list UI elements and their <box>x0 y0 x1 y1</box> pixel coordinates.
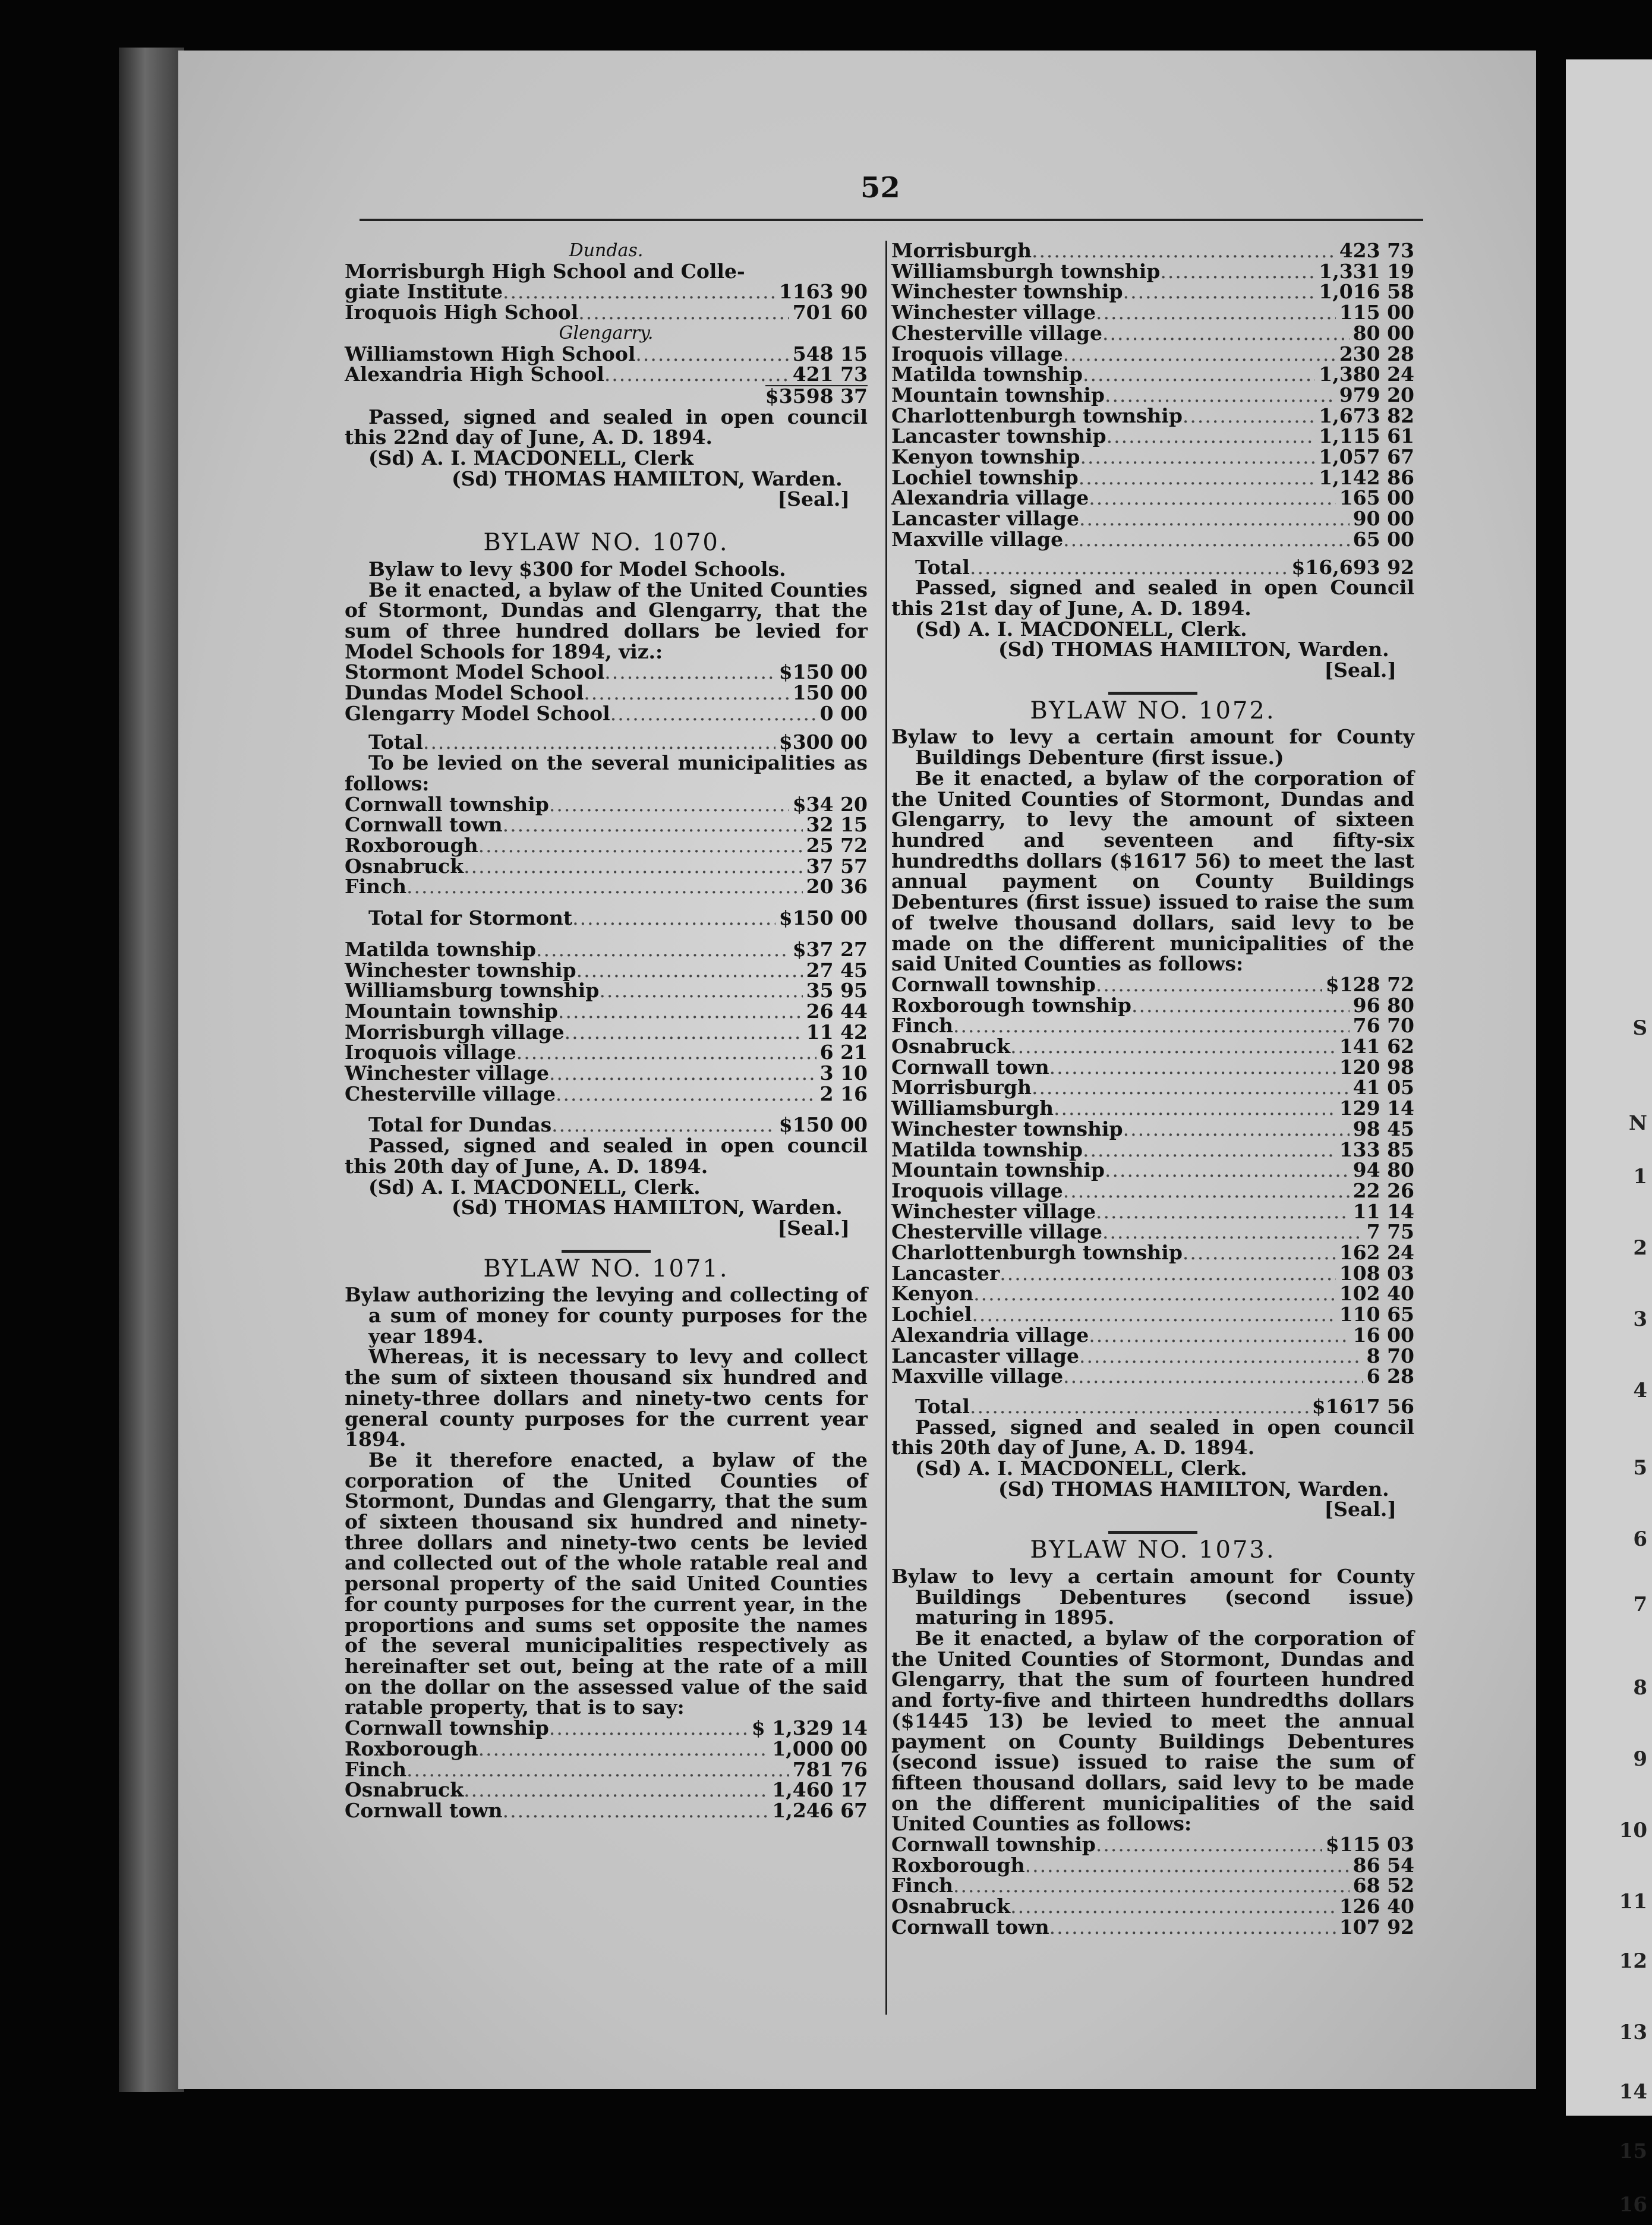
ledger-amount: 37 57 <box>806 854 868 878</box>
dundas-municipal-list <box>345 937 868 1105</box>
ledger-row <box>345 701 868 725</box>
seal-mark: [Seal.] <box>1324 1498 1396 1521</box>
ledger-row <box>891 1917 1414 1938</box>
ledger-amount: 1,142 86 <box>1319 465 1414 489</box>
ledger-name: Morrisburgh village <box>345 1020 565 1044</box>
ledger-name: Iroquois village <box>345 1041 516 1064</box>
ledger-row <box>891 1222 1414 1243</box>
ledger-row <box>345 792 868 816</box>
ledger-row <box>891 1896 1414 1917</box>
ledger-row <box>345 1022 868 1043</box>
ledger-row <box>345 1001 868 1022</box>
ledger-amount: 25 72 <box>806 833 868 857</box>
clerk-signature: (Sd) A. I. MACDONELL, Clerk. <box>368 1175 701 1199</box>
ledger-amount: 1,115 61 <box>1319 424 1414 448</box>
levied-text: To be levied on the several municipalities as follows: <box>345 751 868 795</box>
ledger-row <box>345 302 868 323</box>
ledger-amount: 76 70 <box>1353 1014 1414 1038</box>
ledger-name: Roxborough township <box>891 993 1131 1017</box>
ledger-row <box>891 1098 1414 1119</box>
ledger-row <box>345 1718 868 1739</box>
total-value: $1617 56 <box>1311 1394 1414 1418</box>
ledger-row <box>891 1304 1414 1325</box>
ledger-amount: 162 24 <box>1339 1241 1414 1265</box>
warden-signature: (Sd) THOMAS HAMILTON, Warden. <box>998 638 1389 661</box>
ledger-amount: 0 00 <box>819 701 868 725</box>
bylaw-1073-text: Be it enacted, a bylaw of the corporation of the United Counties of Stormont, Dundas and Glengarry, that the sum of fourteen hundred and forty-five and thirteen hundredths dollars ($1445 13) be levied to meet the annual payment on County Buildings Debentures (second issue) issued to raise the sum of fifteen thousand dollars, said levy to be made on the different municipalities of the said United Counties as follows: <box>891 1627 1414 1836</box>
ledger-row <box>891 447 1414 468</box>
ledger-amount: 110 65 <box>1339 1303 1414 1326</box>
ledger-row <box>891 302 1414 323</box>
passed-text: Passed, signed and sealed in open council this 20th day of June, A. D. 1894. <box>345 1134 868 1178</box>
ledger-name: Osnabruck <box>891 1895 1011 1918</box>
ledger-amount: 1,000 00 <box>772 1736 868 1760</box>
ledger-row <box>891 1137 1414 1161</box>
seal-mark: [Seal.] <box>777 1216 850 1240</box>
ledger-name: Alexandria village <box>891 1323 1089 1347</box>
ledger-row <box>891 465 1414 489</box>
facing-page-fragment: 2 <box>1633 1236 1647 1260</box>
facing-page-fragment: 4 <box>1633 1379 1647 1403</box>
ledger-amount: $34 20 <box>792 792 868 816</box>
ledger-row <box>345 344 868 365</box>
ledger-row <box>345 683 868 704</box>
right-column <box>891 241 1414 1938</box>
ledger-name: Iroquois village <box>891 1178 1063 1202</box>
ledger-name: Mountain township <box>891 383 1105 406</box>
ledger-amount: 115 00 <box>1339 301 1414 324</box>
ledger-amount: 1,673 82 <box>1319 404 1414 427</box>
ledger-amount: 102 40 <box>1339 1282 1414 1306</box>
ledger-amount: 8 70 <box>1366 1344 1414 1367</box>
ledger-name: Alexandria village <box>891 486 1089 510</box>
facing-page-fragment: 10 <box>1619 1819 1647 1842</box>
ledger-amount: 979 20 <box>1339 383 1414 406</box>
bylaw-1070-title: BYLAW NO. 1070. <box>483 529 729 557</box>
ledger-name: Roxborough <box>345 833 478 857</box>
ledger-name: Osnabruck <box>891 1035 1011 1058</box>
ledger-name: Kenyon township <box>891 445 1080 469</box>
ledger-row <box>345 877 868 897</box>
bylaw-1073-subtitle: Bylaw to levy a certain amount for County Buildings Debentures (second issue) maturing in 1895. <box>891 1564 1414 1630</box>
ledger-name: Lancaster village <box>891 507 1079 531</box>
ledger-row <box>891 426 1414 447</box>
left-column <box>345 241 868 1821</box>
ledger-amount: 230 28 <box>1339 342 1414 365</box>
ledger-name: Glengarry Model School <box>345 701 610 725</box>
ledger-amount: 32 15 <box>806 813 868 837</box>
ledger-row <box>345 1042 868 1063</box>
bylaw-1070-subtitle: Bylaw to levy $300 for Model Schools. <box>368 557 786 581</box>
ledger-name: Maxville village <box>891 527 1064 551</box>
ledger-name: Lochiel township <box>891 465 1079 489</box>
ledger-name: Matilda township <box>345 937 537 961</box>
ledger-amount: 107 92 <box>1339 1915 1414 1939</box>
facing-page-fragment: 15 <box>1619 2139 1647 2163</box>
ledger-name: Chesterville village <box>891 321 1102 345</box>
ledger-row <box>891 1366 1414 1387</box>
total-value: $16,693 92 <box>1291 555 1414 579</box>
ledger-amount: 26 44 <box>806 999 868 1023</box>
column-divider <box>885 241 887 2015</box>
ledger-row <box>891 1016 1414 1036</box>
ledger-amount: 129 14 <box>1339 1096 1414 1120</box>
ledger-amount: 548 15 <box>792 342 868 365</box>
bylaw-1073-title: BYLAW NO. 1073. <box>1030 1536 1276 1564</box>
debenture1-list <box>891 972 1414 1388</box>
ledger-amount: $ 1,329 14 <box>751 1716 868 1740</box>
ledger-row <box>345 815 868 836</box>
ledger-row <box>345 1757 868 1781</box>
clerk-signature: (Sd) A. I. MACDONELL, Clerk. <box>915 617 1247 641</box>
ledger-row <box>891 1243 1414 1263</box>
ledger-row <box>345 1084 868 1105</box>
ledger-name: Williamsburgh <box>891 1096 1054 1120</box>
ledger-amount: 3 10 <box>819 1061 868 1085</box>
ledger-amount: 11 42 <box>806 1020 868 1044</box>
facing-page-fragment: N <box>1628 1111 1647 1135</box>
total-label: Total <box>915 555 970 579</box>
ledger-row <box>345 960 868 981</box>
ledger-name: Osnabruck <box>345 854 464 878</box>
ledger-name: Cornwall township <box>891 1833 1096 1857</box>
ledger-amount: 423 73 <box>1339 239 1414 262</box>
bylaw-1071-text: Be it therefore enacted, a bylaw of the corporation of the United Counties of Stormont, Dundas and Glengarry, that the sum of sixteen thousand six hundred and ninety-three dollars and ninety-two cents be levied and collected out of the whole ratable real and personal property of the said United Counties for county purposes for the current year, in the proportions and sums set opposite the names of the several municipalities respectively as hereinafter set out, being at the rate of a mill on the dollar on the assessed value of the said ratable property, that is to say: <box>345 1448 868 1719</box>
ledger-name: Finch <box>891 1874 954 1898</box>
bylaw-1072-subtitle: Bylaw to levy a certain amount for County Buildings Debenture (first issue.) <box>891 725 1414 770</box>
ledger-row <box>345 1798 868 1822</box>
ledger-amount: 68 52 <box>1353 1874 1414 1898</box>
passed-text: Passed, signed and sealed in open Council this 21st day of June, A. D. 1894. <box>891 576 1414 620</box>
ledger-row <box>345 856 868 877</box>
ledger-row <box>345 1063 868 1084</box>
ledger-row <box>345 981 868 1001</box>
facing-page-fragment: 8 <box>1633 1676 1647 1700</box>
ledger-row <box>891 1855 1414 1876</box>
ledger-name: Winchester village <box>891 1199 1096 1223</box>
ledger-row <box>891 385 1414 406</box>
ledger-amount: $115 03 <box>1325 1833 1414 1857</box>
bylaw-1071-title: BYLAW NO. 1071. <box>483 1255 729 1282</box>
ledger-amount: 98 45 <box>1353 1117 1414 1140</box>
total-value: $300 00 <box>778 730 868 754</box>
dundas-label: Dundas. <box>569 240 644 261</box>
ledger-name: Winchester village <box>345 1061 550 1085</box>
ledger-name: Morrisburgh <box>891 1076 1032 1099</box>
ledger-name: Lancaster village <box>891 1344 1079 1367</box>
clerk-signature: (Sd) A. I. MACDONELL, Clerk. <box>915 1457 1247 1480</box>
ledger-amount: 7 75 <box>1366 1220 1414 1244</box>
county-total-row <box>891 557 1414 578</box>
ledger-name: Charlottenburgh township <box>891 404 1183 427</box>
total-label: Total for Stormont <box>368 906 573 930</box>
warden-signature: (Sd) THOMAS HAMILTON, Warden. <box>452 1196 843 1219</box>
facing-page-fragment: 1 <box>1633 1165 1647 1189</box>
bylaw-1072-text: Be it enacted, a bylaw of the corporation of the United Counties of Stormont, Dundas and Glengarry, to levy the amount of sixteen hundred and seventeen and fifty-six hundredths dollars ($1617 56) to meet the last annual payment on County Buildings Debentures (first issue) issued to raise the sum of twelve thousand dollars, said levy to be made on the different municipalities of the said United Counties as follows: <box>891 766 1414 976</box>
ledger-amount: 165 00 <box>1339 486 1414 510</box>
ledger-row <box>345 833 868 857</box>
ledger-name: Dundas Model School <box>345 681 584 705</box>
ledger-row <box>345 364 868 385</box>
ledger-row <box>891 995 1414 1016</box>
model-total-row <box>345 732 868 753</box>
ledger-name: giate Institute <box>345 280 503 304</box>
ledger-amount: 1,246 67 <box>772 1798 868 1822</box>
ledger-row <box>345 1736 868 1760</box>
ledger-name: Lancaster <box>891 1261 1000 1285</box>
ledger-name: Winchester township <box>891 1117 1123 1140</box>
ledger-name: Matilda township <box>891 363 1083 386</box>
passed-text: Passed, signed and sealed in open council this 20th day of June, A. D. 1894. <box>891 1415 1414 1460</box>
ledger-name: Cornwall town <box>891 1055 1049 1079</box>
ledger-row <box>345 1780 868 1801</box>
ledger-name: Osnabruck <box>345 1778 464 1802</box>
ledger-row <box>891 364 1414 385</box>
bylaw-1071-subtitle: Bylaw authorizing the levying and collecting of a sum of money for county purposes for the year 1894. <box>345 1283 868 1348</box>
warden-signature: (Sd) THOMAS HAMILTON, Warden. <box>998 1477 1389 1501</box>
ledger-name: Finch <box>345 1757 407 1781</box>
total-value: $150 00 <box>778 906 868 930</box>
ledger-name: Matilda township <box>891 1137 1083 1161</box>
passed-text: Passed, signed and sealed in open council this 22nd day of June, A. D. 1894. <box>345 405 868 449</box>
bylaw-1071-whereas: Whereas, it is necessary to levy and collect the sum of sixteen thousand six hundred and ninety-three dollars and ninety-two cents for general county purposes for the current year 1894. <box>345 1345 868 1451</box>
ledger-amount: 27 45 <box>806 958 868 982</box>
page-number: 52 <box>860 171 900 204</box>
header-rule <box>360 219 1423 221</box>
warden-signature: (Sd) THOMAS HAMILTON, Warden. <box>452 467 843 490</box>
ledger-row <box>891 241 1414 261</box>
ledger-name: Morrisburgh High School and Colle- <box>345 259 745 283</box>
ledger-name: Kenyon <box>891 1282 974 1306</box>
ledger-name: Winchester township <box>345 958 576 982</box>
section-rule <box>1108 692 1197 695</box>
ledger-name: Stormont Model School <box>345 660 605 684</box>
clerk-signature: (Sd) A. I. MACDONELL, Clerk <box>368 446 694 470</box>
ledger-amount: 133 85 <box>1339 1137 1414 1161</box>
grand-total-value: $3598 37 <box>765 384 868 408</box>
ledger-name: Chesterville village <box>891 1220 1102 1244</box>
ledger-name: Williamsburg township <box>345 979 600 1003</box>
ledger-amount: 22 26 <box>1353 1178 1414 1202</box>
facing-page-fragment: 3 <box>1633 1307 1647 1331</box>
ledger-amount: 16 00 <box>1353 1323 1414 1347</box>
book-spine <box>119 48 184 2092</box>
ledger-row <box>891 1199 1414 1223</box>
grand-total <box>345 385 868 407</box>
ledger-row <box>345 261 868 282</box>
ledger-name: Mountain township <box>345 999 559 1023</box>
ledger-row <box>345 282 868 302</box>
ledger-amount: 108 03 <box>1339 1261 1414 1285</box>
stormont-total-row <box>345 908 868 929</box>
ledger-name: Cornwall township <box>345 792 549 816</box>
facing-page-fragment: 16 <box>1619 2193 1647 2217</box>
ledger-amount: 1,460 17 <box>772 1778 868 1802</box>
county-levy-list <box>345 1718 868 1821</box>
ledger-name: Mountain township <box>891 1158 1105 1182</box>
ledger-name: Maxville village <box>891 1364 1064 1388</box>
ledger-amount: 96 80 <box>1353 993 1414 1017</box>
ledger-amount: 1,331 19 <box>1319 259 1414 283</box>
ledger-name: Cornwall township <box>891 972 1096 996</box>
ledger-amount: 1,380 24 <box>1319 363 1414 386</box>
section-rule <box>562 1250 651 1253</box>
ledger-amount: 126 40 <box>1339 1895 1414 1918</box>
ledger-row <box>345 937 868 961</box>
ledger-amount: 94 80 <box>1353 1158 1414 1182</box>
total-value: $150 00 <box>778 1113 868 1137</box>
ledger-amount: $37 27 <box>792 937 868 961</box>
ledger-row <box>891 1346 1414 1367</box>
facing-page-fragment: 7 <box>1633 1593 1647 1616</box>
ledger-name: Finch <box>891 1014 954 1038</box>
facing-page-fragment: 12 <box>1619 1949 1647 1973</box>
ledger-name: Iroquois village <box>891 342 1063 365</box>
ledger-name: Winchester village <box>891 301 1096 324</box>
ledger-row <box>891 344 1414 365</box>
facing-page-fragment: 5 <box>1633 1456 1647 1480</box>
ledger-row <box>891 488 1414 509</box>
ledger-amount: 701 60 <box>792 301 868 324</box>
model-schools-list <box>345 662 868 724</box>
ledger-name: Lochiel <box>891 1303 972 1326</box>
ledger-name: Roxborough <box>345 1736 478 1760</box>
facing-page-fragment: 14 <box>1619 2080 1647 2104</box>
ledger-row <box>891 1284 1414 1304</box>
facing-page-edge <box>1566 59 1652 2217</box>
ledger-name: Finch <box>345 875 407 899</box>
seal-mark: [Seal.] <box>777 487 850 511</box>
ledger-amount: 41 05 <box>1353 1076 1414 1099</box>
ledger-amount: 80 00 <box>1353 321 1414 345</box>
ledger-amount: 1,016 58 <box>1319 280 1414 304</box>
dundas-list <box>345 261 868 323</box>
ledger-amount: 11 14 <box>1353 1199 1414 1223</box>
ledger-row <box>891 1178 1414 1202</box>
ledger-row <box>891 1077 1414 1098</box>
facing-page-fragment: 9 <box>1633 1747 1647 1771</box>
facing-page-fragment: 6 <box>1633 1527 1647 1551</box>
ledger-row <box>891 1057 1414 1078</box>
ledger-name: Cornwall township <box>345 1716 549 1740</box>
glengarry-list <box>345 344 868 385</box>
seal-mark: [Seal.] <box>1324 658 1396 682</box>
ledger-amount: 1163 90 <box>778 280 868 304</box>
ledger-name: Cornwall town <box>345 1798 503 1822</box>
stormont-list <box>345 792 868 899</box>
ledger-row <box>891 509 1414 530</box>
facing-page-fragment: 13 <box>1619 2021 1647 2044</box>
debenture2-list <box>891 1835 1414 1938</box>
ledger-row <box>891 282 1414 302</box>
ledger-row <box>891 972 1414 996</box>
ledger-name: Roxborough <box>891 1853 1025 1877</box>
ledger-amount: $150 00 <box>778 660 868 684</box>
total-label: Total <box>368 730 423 754</box>
ledger-amount: $128 72 <box>1325 972 1414 996</box>
ledger-name: Winchester township <box>891 280 1123 304</box>
ledger-amount: 120 98 <box>1339 1055 1414 1079</box>
ledger-amount: 781 76 <box>792 1757 868 1781</box>
ledger-row <box>891 1876 1414 1896</box>
ledger-row <box>891 1160 1414 1181</box>
county-levy-list-cont <box>891 241 1414 550</box>
ledger-amount: 1,057 67 <box>1319 445 1414 469</box>
ledger-row <box>891 261 1414 282</box>
section-rule <box>1108 1531 1197 1534</box>
ledger-row <box>891 1119 1414 1140</box>
ledger-amount: 2 16 <box>819 1082 868 1105</box>
ledger-row <box>891 527 1414 551</box>
dundas-total-row <box>345 1115 868 1136</box>
ledger-amount: 20 36 <box>806 875 868 899</box>
ledger-name: Williamsburgh township <box>891 259 1161 283</box>
ledger-row <box>891 1036 1414 1057</box>
total-label: Total for Dundas <box>368 1113 552 1137</box>
bylaw-1070-text: Be it enacted, a bylaw of the United Counties of Stormont, Dundas and Glengarry, that the sum of three hundred dollars be levied for Model Schools for 1894, viz.: <box>345 578 868 663</box>
ledger-amount: 421 73 <box>792 363 868 386</box>
debenture1-total-row <box>891 1394 1414 1418</box>
facing-page-fragment: 11 <box>1619 1890 1647 1914</box>
ledger-row <box>891 1325 1414 1346</box>
ledger-row <box>891 406 1414 427</box>
total-label: Total <box>915 1394 970 1418</box>
ledger-row <box>891 323 1414 344</box>
ledger-amount: 65 00 <box>1353 527 1414 551</box>
ledger-amount: 6 28 <box>1366 1364 1414 1388</box>
ledger-name: Morrisburgh <box>891 239 1032 262</box>
ledger-name: Williamstown High School <box>345 342 636 365</box>
ledger-amount: 35 95 <box>806 979 868 1003</box>
ledger-name: Cornwall town <box>345 813 503 837</box>
ledger-amount: 150 00 <box>792 681 868 705</box>
ledger-name: Alexandria High School <box>345 363 604 386</box>
ledger-name: Lancaster township <box>891 424 1106 448</box>
facing-page-fragment: S <box>1632 1016 1647 1040</box>
ledger-amount: 90 00 <box>1353 507 1414 531</box>
ledger-row <box>345 662 868 683</box>
ledger-name: Chesterville village <box>345 1082 556 1105</box>
ledger-name: Charlottenburgh township <box>891 1241 1183 1265</box>
ledger-row <box>891 1263 1414 1284</box>
ledger-amount: 6 21 <box>819 1041 868 1064</box>
bylaw-1072-title: BYLAW NO. 1072. <box>1030 697 1276 724</box>
ledger-name: Cornwall town <box>891 1915 1049 1939</box>
ledger-amount: 141 62 <box>1339 1035 1414 1058</box>
glengarry-label: Glengarry. <box>559 322 654 343</box>
ledger-name: Iroquois High School <box>345 301 579 324</box>
ledger-row <box>891 1835 1414 1855</box>
ledger-amount: 86 54 <box>1353 1853 1414 1877</box>
